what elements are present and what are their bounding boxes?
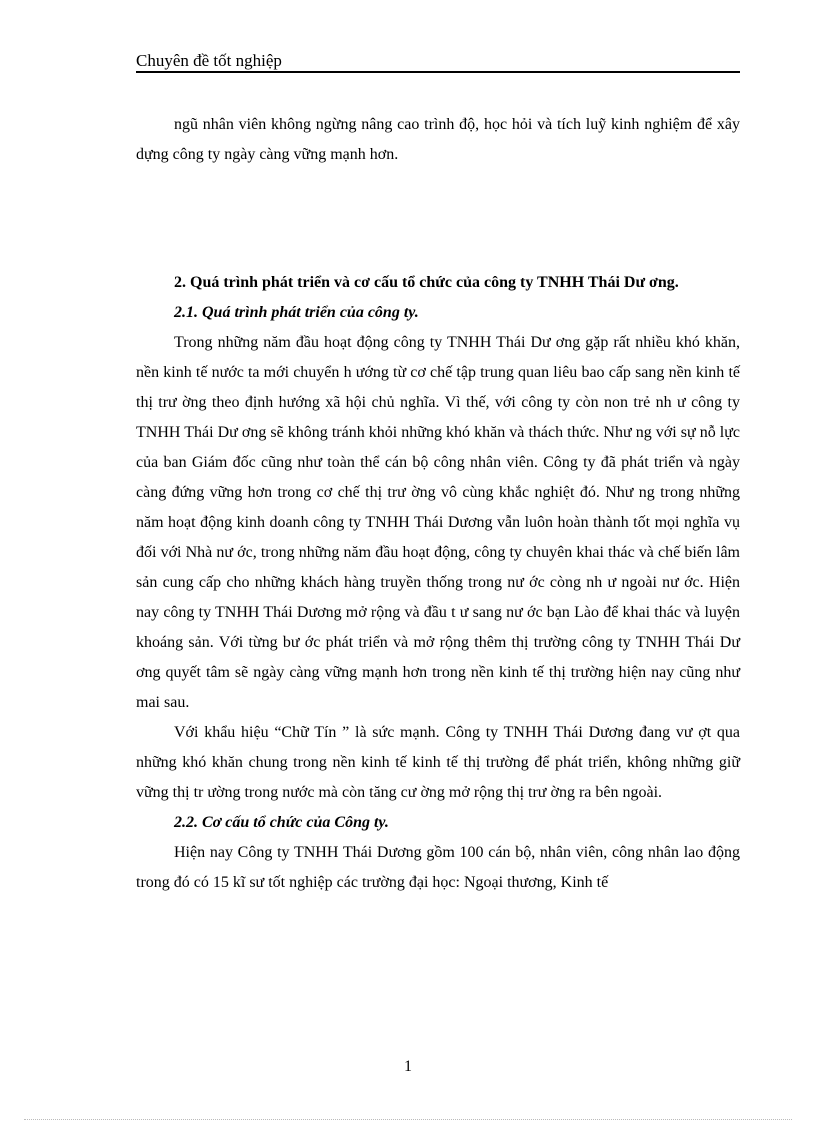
header-rule — [136, 71, 740, 73]
paragraph-development: Trong những năm đầu hoạt động công ty TNHH Thái Dư ơng gặp rất nhiều khó khăn, nền kinh tế nước ta mới chuyển h ướng từ cơ chế tập trung quan liêu bao cấp sang nền kinh tế thị trư ờng theo định hướng xã hội chủ nghĩa. Vì thế, với công ty còn non trẻ nh ư công ty TNHH Thái Dư ơng sẽ không tránh khỏi những khó khăn và thách thức. Như ng với sự nỗ lực của ban Giám đốc cũng như toàn thể cán bộ công nhân viên. Công ty đã phát triển và ngày càng đứng vững hơn trong cơ chế thị trư ờng vô cùng khắc nghiệt đó. Như ng trong những năm hoạt động kinh doanh công ty TNHH Thái Dương vẫn luôn hoàn thành tốt mọi nghĩa vụ đối với Nhà nư ớc, trong những năm đầu hoạt động, công ty chuyên khai thác và chế biến lâm sản cung cấp cho những khách hàng truyền thống trong nư ớc còng nh ư ngoài nư ớc. Hiện nay công ty TNHH Thái Dương mở rộng và đầu t ư sang nư ớc bạn Lào để khai thác và luyện khoáng sản. Với từng bư ớc phát triển và mở rộng thêm thị trường công ty TNHH Thái Dư ơng quyết tâm sẽ ngày càng vững mạnh hơn trong nền kinh tế thị trường hiện nay cũng như mai sau. — [136, 334, 740, 711]
section-heading-2: 2. Quá trình phát triển và cơ cấu tổ chức của công ty TNHH Thái Dư ơng. — [174, 274, 679, 291]
page-number: 1 — [404, 1058, 412, 1075]
document-body — [136, 110, 740, 898]
paragraph-slogan: Với khẩu hiệu “Chữ Tín ” là sức mạnh. Công ty TNHH Thái Dương đang vư ợt qua những khó khăn chung trong nền kinh tế kinh tế thị trường để phát triển, không những giữ vững thị tr ường trong nước mà còn tăng cư ờng mở rộng thị trư ờng ra bên ngoài. — [136, 724, 740, 801]
subsection-heading-2-2: 2.2. Cơ cấu tổ chức của Công ty. — [174, 814, 389, 831]
paragraph-continuation: ngũ nhân viên không ngừng nâng cao trình độ, học hỏi và tích luỹ kinh nghiệm để xây dựng công ty ngày càng vững mạnh hơn. — [136, 116, 740, 163]
page-bottom-divider — [24, 1119, 792, 1120]
section-gap — [136, 170, 740, 268]
subsection-heading-2-1: 2.1. Quá trình phát triển của công ty. — [174, 304, 419, 321]
paragraph-structure: Hiện nay Công ty TNHH Thái Dương gồm 100 cán bộ, nhân viên, công nhân lao động trong đó có 15 kĩ sư tốt nghiệp các trường đại học: Ngoại thương, Kinh tế — [136, 844, 740, 891]
page-header-title: Chuyên đề tốt nghiệp — [136, 51, 282, 70]
